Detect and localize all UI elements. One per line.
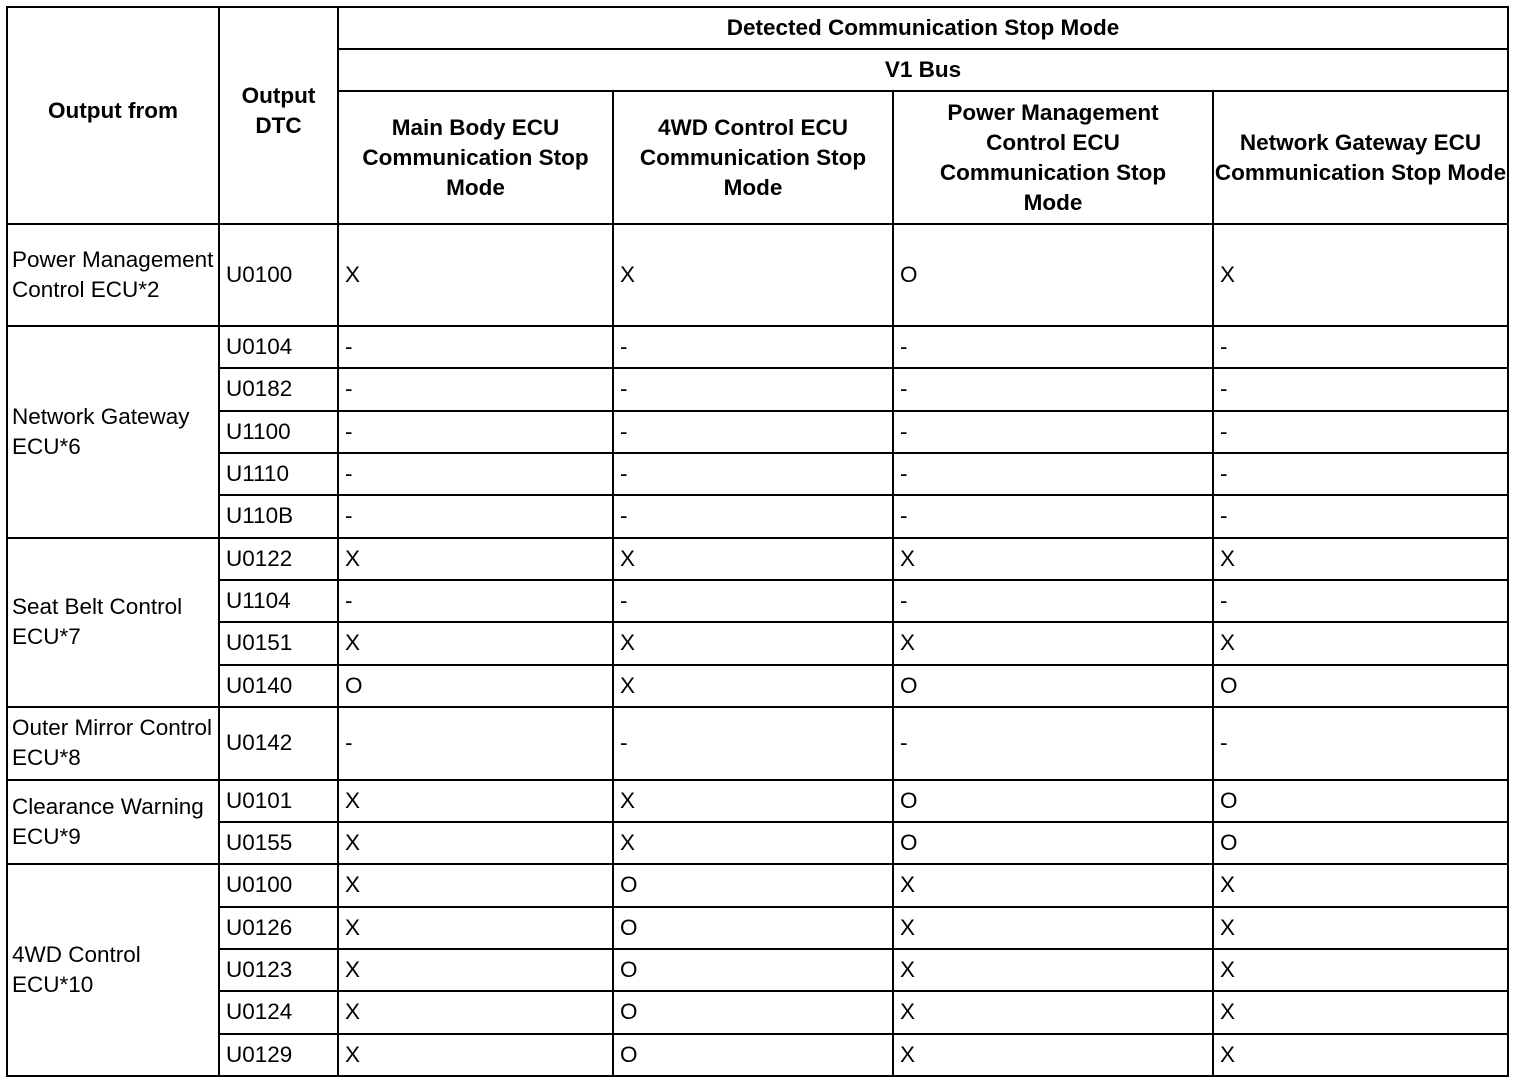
mode-value-cell: X [1213, 907, 1508, 949]
main-body-ecu-column-header: Main Body ECU Communication Stop Mode [338, 91, 613, 224]
power-management-ecu-column-header: Power Management Control ECU Communication Stop Mode [893, 91, 1213, 224]
mode-value-cell: X [338, 780, 613, 822]
mode-value-cell: O [1213, 780, 1508, 822]
mode-value-cell: X [1213, 538, 1508, 580]
mode-value-cell: X [1213, 949, 1508, 991]
mode-value-cell: X [338, 822, 613, 864]
mode-value-cell: X [1213, 622, 1508, 664]
mode-value-cell: X [893, 864, 1213, 906]
dtc-cell: U0140 [219, 665, 338, 707]
mode-value-cell: - [338, 707, 613, 780]
output-from-header: Output from [7, 7, 219, 224]
table-row [7, 538, 1508, 580]
mode-value-cell: X [893, 907, 1213, 949]
table-row [7, 411, 1508, 453]
dtc-cell: U0142 [219, 707, 338, 780]
mode-value-cell: X [893, 991, 1213, 1033]
output-from-cell: 4WD Control ECU*10 [7, 864, 219, 1076]
table-row [7, 991, 1508, 1033]
mode-value-cell: X [613, 665, 893, 707]
table-row [7, 864, 1508, 906]
mode-value-cell: - [893, 368, 1213, 410]
mode-value-cell: O [613, 864, 893, 906]
mode-value-cell: - [613, 453, 893, 495]
mode-value-cell: - [613, 495, 893, 537]
mode-value-cell: O [893, 224, 1213, 326]
table-row [7, 822, 1508, 864]
mode-value-cell: X [338, 538, 613, 580]
mode-value-cell: - [338, 368, 613, 410]
mode-value-cell: - [613, 368, 893, 410]
output-from-cell: Power Management Control ECU*2 [7, 224, 219, 326]
table-row [7, 622, 1508, 664]
dtc-cell: U1104 [219, 580, 338, 622]
table-row [7, 665, 1508, 707]
mode-value-cell: O [1213, 822, 1508, 864]
mode-value-cell: X [893, 622, 1213, 664]
dtc-cell: U0123 [219, 949, 338, 991]
table-row [7, 495, 1508, 537]
dtc-cell: U0104 [219, 326, 338, 368]
mode-value-cell: X [613, 224, 893, 326]
table-row [7, 1034, 1508, 1076]
output-from-cell: Clearance Warning ECU*9 [7, 780, 219, 865]
mode-value-cell: X [1213, 991, 1508, 1033]
dtc-cell: U0151 [219, 622, 338, 664]
dtc-cell: U0155 [219, 822, 338, 864]
dtc-cell: U0100 [219, 224, 338, 326]
dtc-cell: U0122 [219, 538, 338, 580]
table-row [7, 907, 1508, 949]
mode-value-cell: - [1213, 368, 1508, 410]
table-body [7, 224, 1508, 1076]
mode-value-cell: - [893, 580, 1213, 622]
mode-value-cell: - [338, 453, 613, 495]
output-from-cell: Outer Mirror Control ECU*8 [7, 707, 219, 780]
dtc-cell: U1110 [219, 453, 338, 495]
mode-value-cell: O [1213, 665, 1508, 707]
mode-value-cell: X [338, 622, 613, 664]
mode-value-cell: O [613, 991, 893, 1033]
mode-value-cell: - [1213, 453, 1508, 495]
mode-value-cell: O [338, 665, 613, 707]
mode-value-cell: - [1213, 707, 1508, 780]
mode-value-cell: X [613, 780, 893, 822]
mode-value-cell: - [893, 495, 1213, 537]
dtc-cell: U0124 [219, 991, 338, 1033]
mode-value-cell: X [338, 1034, 613, 1076]
table-row [7, 326, 1508, 368]
dtc-cell: U0182 [219, 368, 338, 410]
table-row [7, 368, 1508, 410]
mode-value-cell: - [1213, 326, 1508, 368]
dtc-cell: U0101 [219, 780, 338, 822]
mode-value-cell: X [338, 224, 613, 326]
dtc-cell: U0129 [219, 1034, 338, 1076]
mode-value-cell: X [893, 949, 1213, 991]
mode-value-cell: - [338, 326, 613, 368]
mode-value-cell: - [338, 580, 613, 622]
bus-header: V1 Bus [338, 49, 1508, 91]
mode-value-cell: O [893, 822, 1213, 864]
table-row [7, 224, 1508, 326]
mode-value-cell: X [893, 538, 1213, 580]
output-dtc-header: Output DTC [219, 7, 338, 224]
mode-value-cell: - [893, 411, 1213, 453]
detected-mode-header: Detected Communication Stop Mode [338, 7, 1508, 49]
mode-value-cell: O [613, 1034, 893, 1076]
network-gateway-ecu-column-header: Network Gateway ECU Communication Stop Mode [1213, 91, 1508, 224]
mode-value-cell: X [893, 1034, 1213, 1076]
mode-value-cell: X [338, 991, 613, 1033]
mode-value-cell: - [893, 453, 1213, 495]
mode-value-cell: X [613, 822, 893, 864]
mode-value-cell: X [1213, 864, 1508, 906]
table-row [7, 580, 1508, 622]
mode-value-cell: X [1213, 1034, 1508, 1076]
table-row [7, 949, 1508, 991]
output-from-cell: Network Gateway ECU*6 [7, 326, 219, 538]
mode-value-cell: O [613, 907, 893, 949]
mode-value-cell: X [1213, 224, 1508, 326]
mode-value-cell: - [1213, 411, 1508, 453]
4wd-control-ecu-column-header: 4WD Control ECU Communication Stop Mode [613, 91, 893, 224]
output-from-cell: Seat Belt Control ECU*7 [7, 538, 219, 707]
table-row [7, 453, 1508, 495]
mode-value-cell: X [338, 907, 613, 949]
mode-value-cell: - [613, 707, 893, 780]
table-row [7, 780, 1508, 822]
mode-value-cell: O [613, 949, 893, 991]
mode-value-cell: - [613, 326, 893, 368]
mode-value-cell: X [338, 949, 613, 991]
mode-value-cell: - [613, 580, 893, 622]
dtc-cell: U110B [219, 495, 338, 537]
mode-value-cell: - [1213, 495, 1508, 537]
mode-value-cell: X [613, 622, 893, 664]
mode-value-cell: - [893, 326, 1213, 368]
table-row [7, 707, 1508, 780]
mode-value-cell: X [613, 538, 893, 580]
dtc-cell: U1100 [219, 411, 338, 453]
communication-stop-mode-table [6, 6, 1509, 1077]
dtc-cell: U0126 [219, 907, 338, 949]
mode-value-cell: - [338, 495, 613, 537]
mode-value-cell: - [338, 411, 613, 453]
mode-value-cell: O [893, 780, 1213, 822]
mode-value-cell: - [893, 707, 1213, 780]
mode-value-cell: X [338, 864, 613, 906]
mode-value-cell: - [613, 411, 893, 453]
mode-value-cell: O [893, 665, 1213, 707]
mode-value-cell: - [1213, 580, 1508, 622]
dtc-cell: U0100 [219, 864, 338, 906]
